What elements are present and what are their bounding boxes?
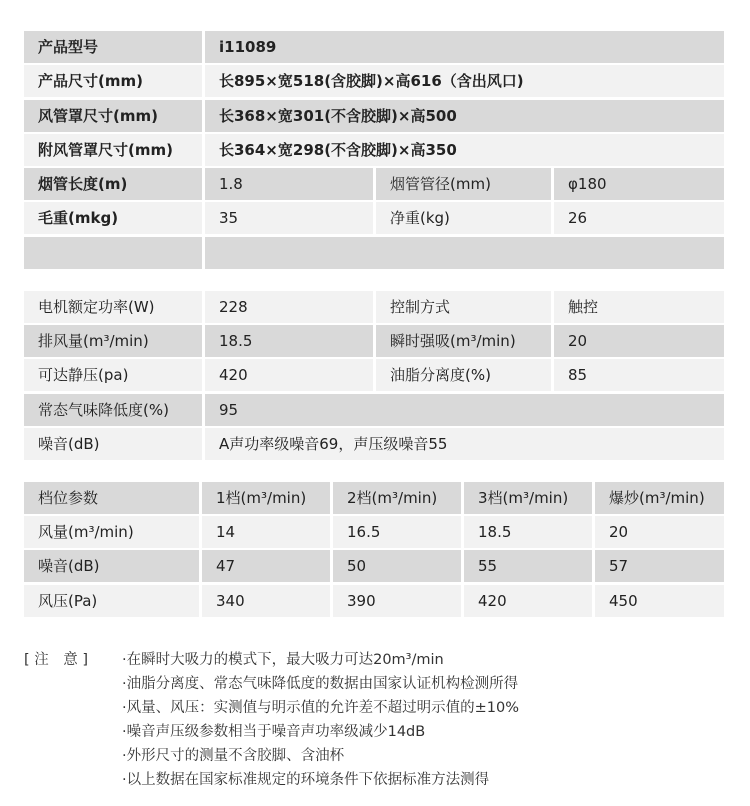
control-label: 控制方式 [376, 291, 551, 323]
gear-cell: 风压(Pa) [24, 585, 199, 617]
size-value: 长895×宽518(含胶脚)×高616（含出风口) [205, 65, 724, 97]
gear-cell: 57 [595, 550, 724, 582]
grease-value: 85 [554, 359, 724, 391]
gear-cell: 390 [333, 585, 461, 617]
empty-cell [205, 237, 724, 269]
spec-row-size [24, 65, 724, 97]
notes-list [122, 648, 722, 792]
noise-value: A声功率级噪音69，声压级噪音55 [205, 428, 724, 460]
note-item: ·风量、风压：实测值与明示值的允许差不超过明示值的±10% [122, 700, 519, 716]
aux-hood-value: 长364×宽298(不含胶脚)×高350 [205, 134, 724, 166]
noise-label: 噪音(dB) [24, 428, 202, 460]
spec-row-empty [24, 237, 724, 269]
power-label: 电机额定功率(W) [24, 291, 202, 323]
gear-cell: 55 [464, 550, 592, 582]
gear-header-row [24, 482, 724, 514]
model-label: 产品型号 [24, 31, 202, 63]
note-item: ·以上数据在国家标准规定的环境条件下依据标准方法测得 [122, 772, 490, 788]
note-item: ·在瞬时大吸力的模式下，最大吸力可达20m³/min [122, 652, 444, 668]
gear-cell: 420 [464, 585, 592, 617]
perf-row-odor [24, 394, 724, 426]
airflow-value: 18.5 [205, 325, 373, 357]
perf-row-airflow [24, 325, 724, 357]
net-weight-value: 26 [554, 202, 724, 234]
gross-weight-value: 35 [205, 202, 373, 234]
gear-header-cell: 3档(m³/min) [464, 482, 592, 514]
odor-value: 95 [205, 394, 724, 426]
burst-value: 20 [554, 325, 724, 357]
pressure-value: 420 [205, 359, 373, 391]
gear-cell: 噪音(dB) [24, 550, 199, 582]
gear-row-noise [24, 550, 724, 582]
perf-row-pressure [24, 359, 724, 391]
gear-header-cell: 档位参数 [24, 482, 199, 514]
gear-cell: 14 [202, 516, 330, 548]
gear-cell: 20 [595, 516, 724, 548]
note-item: ·外形尺寸的测量不含胶脚、含油杯 [122, 748, 345, 764]
net-weight-label: 净重(kg) [376, 202, 551, 234]
spec-row-weight [24, 202, 724, 234]
gear-cell: 450 [595, 585, 724, 617]
odor-label: 常态气味降低度(%) [24, 394, 202, 426]
gear-row-pressure [24, 585, 724, 617]
note-item: ·油脂分离度、常态气味降低度的数据由国家认证机构检测所得 [122, 676, 519, 692]
gross-weight-label: 毛重(mkg) [24, 202, 202, 234]
notes-label: [ 注 意 ] [24, 652, 89, 668]
hood-label: 风管罩尺寸(mm) [24, 100, 202, 132]
spec-row-model [24, 31, 724, 63]
gear-header-cell: 1档(m³/min) [202, 482, 330, 514]
pipe-diameter-value: φ180 [554, 168, 724, 200]
hood-value: 长368×宽301(不含胶脚)×高500 [205, 100, 724, 132]
pipe-diameter-label: 烟管管径(mm) [376, 168, 551, 200]
model-value: i11089 [205, 31, 724, 63]
gear-cell: 18.5 [464, 516, 592, 548]
aux-hood-label: 附风管罩尺寸(mm) [24, 134, 202, 166]
power-value: 228 [205, 291, 373, 323]
burst-label: 瞬时强吸(m³/min) [376, 325, 551, 357]
spec-row-hood [24, 100, 724, 132]
gear-cell: 340 [202, 585, 330, 617]
control-value: 触控 [554, 291, 724, 323]
spec-row-aux-hood [24, 134, 724, 166]
empty-cell [24, 237, 202, 269]
note-item: ·噪音声压级参数相当于噪音声功率级减少14dB [122, 724, 426, 740]
gear-header-cell: 2档(m³/min) [333, 482, 461, 514]
gear-row-airflow [24, 516, 724, 548]
airflow-label: 排风量(m³/min) [24, 325, 202, 357]
pressure-label: 可达静压(pa) [24, 359, 202, 391]
size-label: 产品尺寸(mm) [24, 65, 202, 97]
gear-cell: 47 [202, 550, 330, 582]
spec-row-pipe [24, 168, 724, 200]
gear-cell: 50 [333, 550, 461, 582]
perf-row-noise [24, 428, 724, 460]
gear-cell: 风量(m³/min) [24, 516, 199, 548]
pipe-length-label: 烟管长度(m) [24, 168, 202, 200]
pipe-length-value: 1.8 [205, 168, 373, 200]
gear-cell: 16.5 [333, 516, 461, 548]
grease-label: 油脂分离度(%) [376, 359, 551, 391]
gear-header-cell: 爆炒(m³/min) [595, 482, 724, 514]
perf-row-power [24, 291, 724, 323]
